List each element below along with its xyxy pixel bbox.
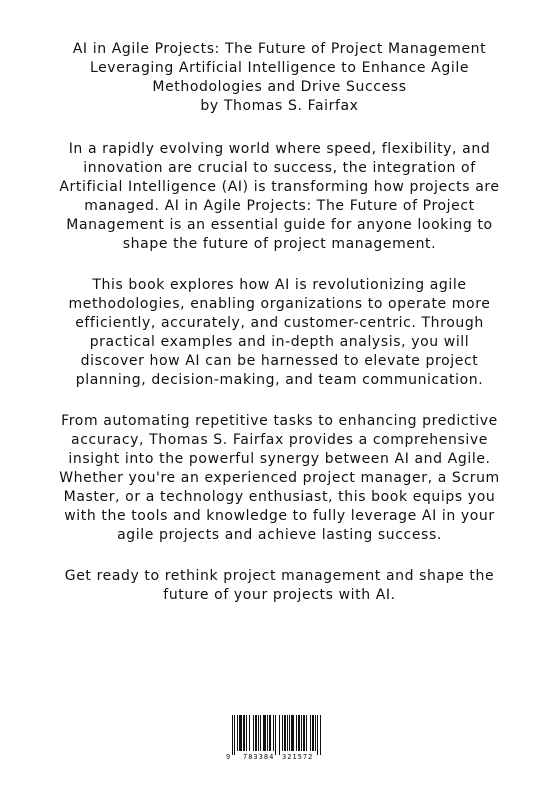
barcode-right-digits: 321572 xyxy=(282,753,314,761)
blurb-paragraph-3: From automating repetitive tasks to enhancing predictive accuracy, Thomas S. Fairfax provides a comprehensive insight into the powerful synergy between AI and Agile. Whether you're an experienced project manager, a Scrum Master, or a technology enthusiast, this book equips you with the tools and knowledge to fully leverage AI in your agile projects and achieve lasting success. xyxy=(59,413,500,543)
cover-header xyxy=(20,40,539,116)
blurb-paragraph-2: This book explores how AI is revolutionizing agile methodologies, enabling organizations to operate more efficiently, accurately, and customer-centric. Through practical examples and in-depth analysis, you will discover how AI can be harnessed to elevate project planning, decision-making, and team communication. xyxy=(68,277,491,388)
book-byline: by Thomas S. Fairfax xyxy=(200,98,359,114)
blurb-paragraph-4: Get ready to rethink project management and shape the future of your projects with AI. xyxy=(64,568,495,603)
book-subtitle: Leveraging Artificial Intelligence to Enhance Agile Methodologies and Drive Success xyxy=(89,60,470,95)
blurb-paragraph-1: In a rapidly evolving world where speed, flexibility, and innovation are crucial to success, the integration of Artificial Intelligence (AI) is transforming how projects are managed. AI in Agile Projects: The Future of Project Management is an essential guide for anyone looking to shape the future of project management. xyxy=(59,141,500,252)
book-title: AI in Agile Projects: The Future of Project Management xyxy=(72,41,487,57)
barcode-lead-digit: 9 xyxy=(226,753,232,761)
barcode-left-digits: 783384 xyxy=(243,753,275,761)
barcode-bars-icon xyxy=(226,713,336,757)
isbn-barcode xyxy=(226,713,336,767)
